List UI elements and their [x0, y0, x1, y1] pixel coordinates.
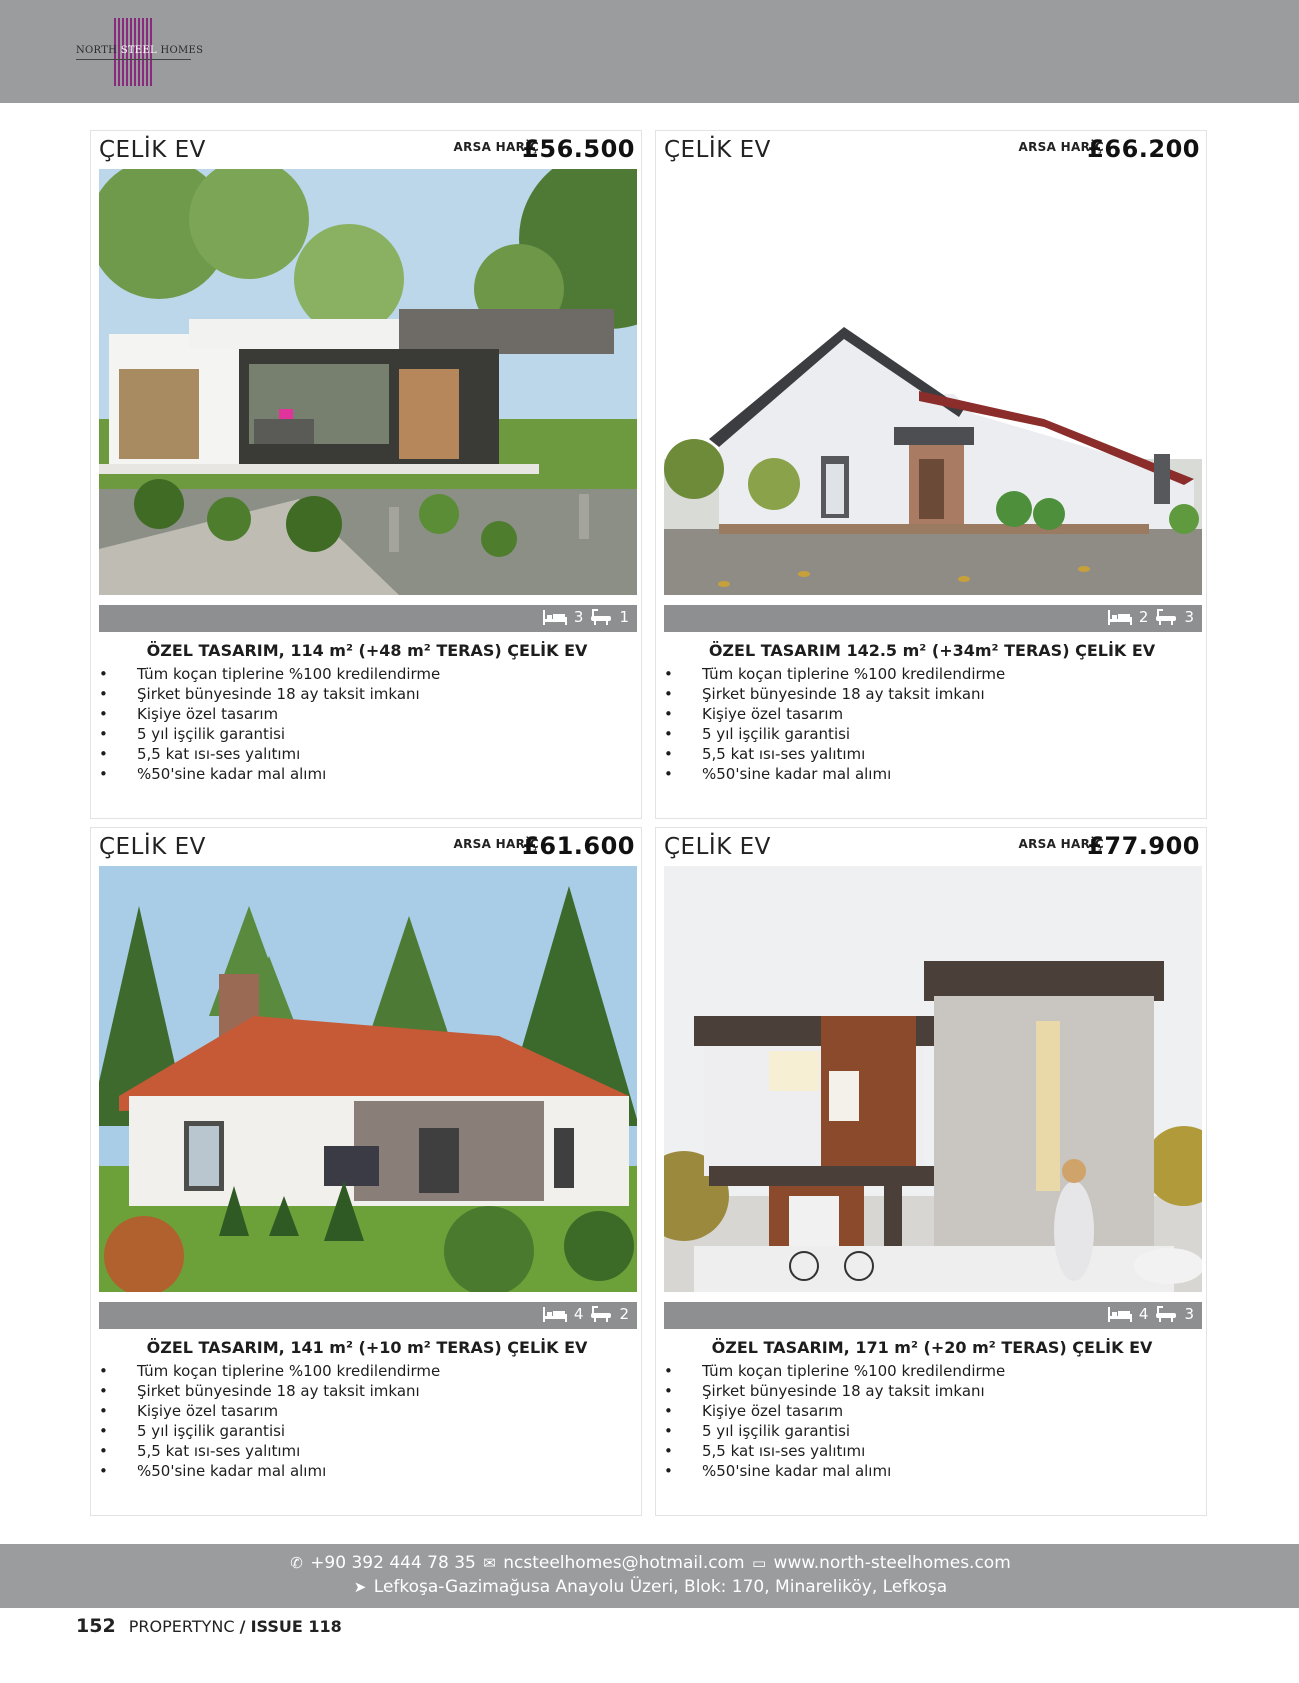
publication-name: PROPERTYNC [128, 1617, 235, 1636]
bathtub-icon [1154, 608, 1178, 626]
bedroom-count: 3 [573, 608, 584, 626]
phone-link[interactable]: +90 392 444 78 35 [310, 1553, 476, 1573]
feature-list [664, 1361, 1184, 1481]
listing-card[interactable] [90, 130, 642, 819]
issue-label: ISSUE 118 [250, 1617, 342, 1636]
feature-item: • 5 yıl işçilik garantisi [99, 1421, 619, 1441]
listing-title: ÇELİK EV [664, 137, 771, 163]
bed-icon [542, 1305, 568, 1323]
price-note: ARSA HARİÇ [1018, 140, 1104, 154]
bathroom-count: 1 [619, 608, 629, 626]
house-photo[interactable] [664, 169, 1202, 595]
contact-footer [0, 1544, 1299, 1608]
bathtub-icon [589, 1305, 613, 1323]
page-number: 152 [76, 1615, 116, 1637]
logo-text-homes: HOMES [160, 45, 204, 56]
bathroom-count: 3 [1184, 1305, 1194, 1323]
header-bar [0, 0, 1299, 103]
bathtub-icon [589, 608, 613, 626]
price-note: ARSA HARİÇ [1018, 837, 1104, 851]
listing-title: ÇELİK EV [664, 834, 771, 860]
feature-list [664, 664, 1184, 784]
address-text: Lefkoşa-Gazimağusa Anayolu Üzeri, Blok: 170, Minareliköy, Lefkoşa [373, 1577, 948, 1597]
feature-item: • %50'sine kadar mal alımı [99, 764, 619, 784]
logo-rule [76, 59, 191, 60]
feature-item: • Kişiye özel tasarım [99, 1401, 619, 1421]
price-note: ARSA HARİÇ [453, 837, 539, 851]
feature-list [99, 1361, 619, 1481]
house-photo[interactable] [664, 866, 1202, 1292]
logo-wordmark [76, 45, 204, 56]
page-footer [76, 1615, 342, 1637]
feature-item: • 5 yıl işçilik garantisi [664, 724, 1184, 744]
feature-item: • Tüm koçan tiplerine %100 kredilendirme [99, 664, 619, 684]
laptop-icon: ▭ [751, 1554, 767, 1572]
feature-item: • Kişiye özel tasarım [99, 704, 619, 724]
bedroom-count: 2 [1138, 608, 1149, 626]
specs-bar [664, 1302, 1202, 1329]
listing-card[interactable] [655, 827, 1207, 1516]
feature-item: • %50'sine kadar mal alımı [99, 1461, 619, 1481]
listing-price: £77.900 [1087, 832, 1200, 860]
listing-description-title: ÖZEL TASARIM 142.5 m² (+34m² TERAS) ÇELİK EV [708, 641, 1156, 660]
feature-item: • 5,5 kat ısı-ses yalıtımı [664, 744, 1184, 764]
bathroom-count: 2 [619, 1305, 629, 1323]
feature-item: • 5,5 kat ısı-ses yalıtımı [99, 1441, 619, 1461]
feature-item: • Şirket bünyesinde 18 ay taksit imkanı [99, 684, 619, 704]
bathroom-count: 3 [1184, 608, 1194, 626]
north-steel-homes-logo[interactable] [76, 18, 204, 86]
feature-item: • Tüm koçan tiplerine %100 kredilendirme [99, 1361, 619, 1381]
specs-bar [99, 1302, 637, 1329]
feature-list [99, 664, 619, 784]
bed-icon [1107, 1305, 1133, 1323]
location-icon: ➤ [353, 1578, 367, 1596]
feature-item: • 5 yıl işçilik garantisi [99, 724, 619, 744]
specs-bar [99, 605, 637, 632]
listing-card[interactable] [655, 130, 1207, 819]
listing-title: ÇELİK EV [99, 137, 206, 163]
feature-item: • 5 yıl işçilik garantisi [664, 1421, 1184, 1441]
logo-text-steel: STEEL [120, 45, 157, 56]
email-icon: ✉ [483, 1554, 496, 1572]
bathtub-icon [1154, 1305, 1178, 1323]
website-link[interactable]: www.north-steelhomes.com [773, 1553, 1011, 1573]
listing-description-title: ÖZEL TASARIM, 171 m² (+20 m² TERAS) ÇELİK EV [711, 1338, 1153, 1357]
feature-item: • %50'sine kadar mal alımı [664, 764, 1184, 784]
listing-description-title: ÖZEL TASARIM, 114 m² (+48 m² TERAS) ÇELİK EV [146, 641, 588, 660]
feature-item: • Kişiye özel tasarım [664, 1401, 1184, 1421]
feature-item: • Tüm koçan tiplerine %100 kredilendirme [664, 664, 1184, 684]
logo-text-north: NORTH [76, 45, 118, 56]
issue-separator: / [239, 1617, 246, 1636]
feature-item: • Kişiye özel tasarım [664, 704, 1184, 724]
feature-item: • 5,5 kat ısı-ses yalıtımı [99, 744, 619, 764]
feature-item: • Tüm koçan tiplerine %100 kredilendirme [664, 1361, 1184, 1381]
listing-card[interactable] [90, 827, 642, 1516]
house-photo[interactable] [99, 866, 637, 1292]
email-link[interactable]: ncsteelhomes@hotmail.com [503, 1553, 745, 1573]
listing-price: £56.500 [522, 135, 635, 163]
listing-title: ÇELİK EV [99, 834, 206, 860]
specs-bar [664, 605, 1202, 632]
feature-item: • %50'sine kadar mal alımı [664, 1461, 1184, 1481]
bedroom-count: 4 [1138, 1305, 1149, 1323]
phone-icon: ✆ [290, 1554, 303, 1572]
feature-item: • 5,5 kat ısı-ses yalıtımı [664, 1441, 1184, 1461]
listing-price: £66.200 [1087, 135, 1200, 163]
listing-description-title: ÖZEL TASARIM, 141 m² (+10 m² TERAS) ÇELİK EV [146, 1338, 588, 1357]
price-note: ARSA HARİÇ [453, 140, 539, 154]
feature-item: • Şirket bünyesinde 18 ay taksit imkanı [664, 1381, 1184, 1401]
contact-line [0, 1553, 1299, 1573]
address-line [0, 1577, 1299, 1597]
bed-icon [542, 608, 568, 626]
bedroom-count: 4 [573, 1305, 584, 1323]
bed-icon [1107, 608, 1133, 626]
listing-price: £61.600 [522, 832, 635, 860]
house-photo[interactable] [99, 169, 637, 595]
feature-item: • Şirket bünyesinde 18 ay taksit imkanı [99, 1381, 619, 1401]
feature-item: • Şirket bünyesinde 18 ay taksit imkanı [664, 684, 1184, 704]
